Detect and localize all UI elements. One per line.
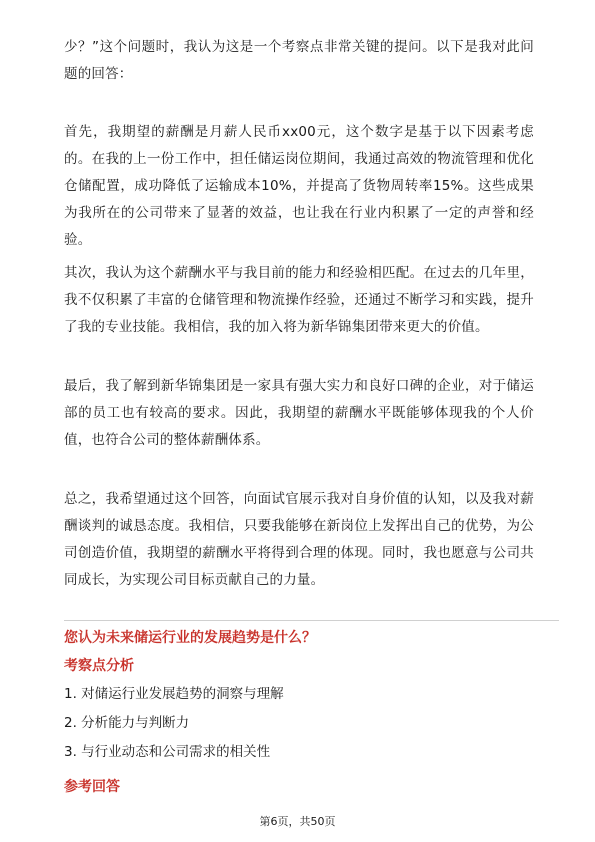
analysis-point-3: 3. 与行业动态和公司需求的相关性	[64, 744, 271, 760]
analysis-point-2: 2. 分析能力与判断力	[64, 715, 190, 731]
analysis-point-1: 1. 对储运行业发展趋势的洞察与理解	[64, 686, 284, 702]
paragraph-third: 最后，我了解到新华锦集团是一家具有强大实力和良好口碑的企业，对于储运部的员工也有较高的要求。因此，我期望的薪酬水平既能够体现我的个人价值，也符合公司的整体薪酬体系。	[64, 378, 534, 448]
paragraph-first: 首先，我期望的薪酬是月薪人民币xx00元，这个数字是基于以下因素考虑的。在我的上一份工作中，担任储运岗位期间，我通过高效的物流管理和优化仓储配置，成功降低了运输成本10%，并提高了货物周转率15%。这些成果为我所在的公司带来了显著的效益，也让我在行业内积累了一定的声誉和经验。	[64, 124, 534, 248]
question-heading: 您认为未来储运行业的发展趋势是什么？	[64, 630, 316, 646]
question-divider	[64, 620, 559, 621]
analysis-heading: 考察点分析	[64, 658, 134, 674]
page-footer: 第6页，共50页	[259, 815, 336, 828]
paragraph-intro: 少？”这个问题时，我认为这是一个考察点非常关键的提问。以下是我对此问题的回答：	[64, 39, 534, 82]
paragraph-conclusion: 总之，我希望通过这个回答，向面试官展示我对自身价值的认知，以及我对薪酬谈判的诚恳态度。我相信，只要我能够在新岗位上发挥出自己的优势，为公司创造价值，我期望的薪酬水平将得到合理的体现。同时，我也愿意与公司共同成长，为实现公司目标贡献自己的力量。	[64, 491, 534, 588]
paragraph-second: 其次，我认为这个薪酬水平与我目前的能力和经验相匹配。在过去的几年里，我不仅积累了丰富的仓储管理和物流操作经验，还通过不断学习和实践，提升了我的专业技能。我相信，我的加入将为新华锦集团带来更大的价值。	[64, 265, 534, 335]
reference-heading: 参考回答	[64, 779, 120, 795]
